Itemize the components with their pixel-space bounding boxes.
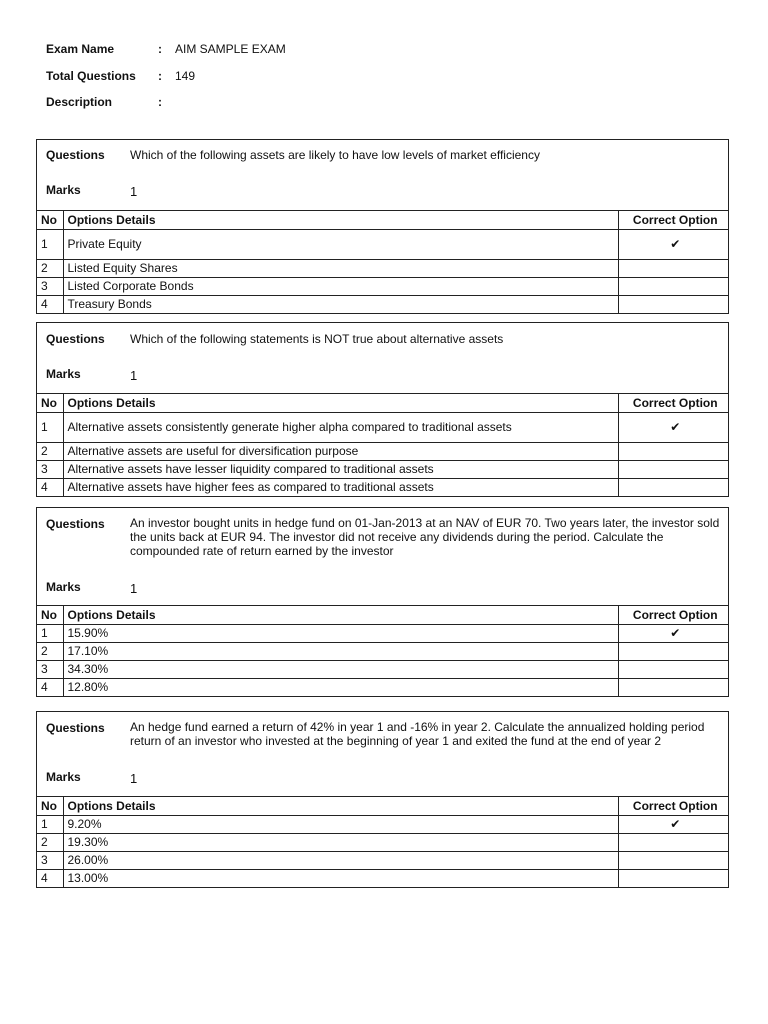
question-header [37, 712, 728, 797]
option-no: 1 [37, 230, 63, 260]
question-text: Which of the following assets are likely to have low levels of market efficiency [130, 148, 540, 162]
question-header [37, 508, 728, 606]
total-questions-value: 149 [175, 68, 196, 83]
marks-label: Marks [46, 183, 81, 197]
options-header-row [37, 797, 728, 816]
option-text: Treasury Bonds [63, 296, 618, 314]
option-no: 4 [37, 479, 63, 497]
correct-cell [618, 461, 728, 479]
option-no: 1 [37, 816, 63, 834]
option-no: 2 [37, 834, 63, 852]
correct-option-header: Correct Option [618, 606, 728, 625]
marks-value: 1 [130, 771, 138, 786]
exam-name-colon: : [158, 42, 162, 56]
marks-label: Marks [46, 580, 81, 594]
option-row [37, 661, 728, 679]
option-no: 1 [37, 625, 63, 643]
option-row [37, 625, 728, 643]
option-row [37, 413, 728, 443]
option-no: 2 [37, 643, 63, 661]
no-header: No [37, 394, 63, 413]
correct-cell [618, 679, 728, 697]
marks-label: Marks [46, 770, 81, 784]
correct-cell [618, 479, 728, 497]
option-row [37, 443, 728, 461]
marks-label: Marks [46, 367, 81, 381]
option-text: Alternative assets consistently generate higher alpha compared to traditional assets [63, 413, 618, 443]
option-text: 17.10% [63, 643, 618, 661]
question-text: Which of the following statements is NOT true about alternative assets [130, 332, 504, 346]
option-no: 2 [37, 443, 63, 461]
options-table [37, 797, 728, 887]
option-row [37, 852, 728, 870]
correct-cell [618, 643, 728, 661]
correct-option-header: Correct Option [618, 211, 728, 230]
correct-cell [618, 870, 728, 888]
question-text: An investor bought units in hedge fund on 01-Jan-2013 at an NAV of EUR 70. Two years later, the investor sold the units back at EUR 94. The investor did not receive any dividends during the period. Calculate the compounded rate of return earned by the investor [130, 516, 720, 558]
question-text: An hedge fund earned a return of 42% in year 1 and -16% in year 2. Calculate the annualized holding period return of an investor who invested at the beginning of year 1 and exited the fund at the end of year 2 [130, 720, 705, 748]
correct-cell [618, 443, 728, 461]
option-no: 3 [37, 278, 63, 296]
option-no: 1 [37, 413, 63, 443]
check-icon: ✔ [618, 816, 728, 834]
option-row [37, 230, 728, 260]
question-block-4 [36, 711, 729, 888]
options-table [37, 394, 728, 496]
option-row [37, 816, 728, 834]
exam-name-value: AIM SAMPLE EXAM [175, 42, 286, 56]
marks-value: 1 [130, 368, 138, 383]
questions-label: Questions [46, 517, 105, 531]
questions-label: Questions [46, 148, 105, 162]
options-header-row [37, 606, 728, 625]
exam-name-label: Exam Name [46, 42, 115, 56]
option-text: Alternative assets have higher fees as compared to traditional assets [63, 479, 618, 497]
option-row [37, 278, 728, 296]
option-text: Listed Equity Shares [63, 260, 618, 278]
total-questions-colon: : [158, 68, 162, 83]
option-row [37, 296, 728, 314]
option-text: 34.30% [63, 661, 618, 679]
option-no: 4 [37, 296, 63, 314]
correct-cell [618, 278, 728, 296]
option-text: Listed Corporate Bonds [63, 278, 618, 296]
option-no: 2 [37, 260, 63, 278]
option-text: Alternative assets are useful for diversification purpose [63, 443, 618, 461]
no-header: No [37, 211, 63, 230]
option-no: 3 [37, 661, 63, 679]
option-row [37, 479, 728, 497]
option-text: 26.00% [63, 852, 618, 870]
option-no: 4 [37, 870, 63, 888]
option-row [37, 260, 728, 278]
check-icon: ✔ [618, 625, 728, 643]
option-row [37, 679, 728, 697]
option-text: Private Equity [63, 230, 618, 260]
correct-cell [618, 296, 728, 314]
options-table [37, 606, 728, 696]
questions-label: Questions [46, 721, 105, 735]
check-icon: ✔ [618, 230, 728, 260]
no-header: No [37, 797, 63, 816]
option-row [37, 643, 728, 661]
option-text: 12.80% [63, 679, 618, 697]
questions-label: Questions [46, 332, 105, 346]
option-no: 3 [37, 852, 63, 870]
correct-option-header: Correct Option [618, 394, 728, 413]
question-header [37, 323, 728, 394]
option-no: 4 [37, 679, 63, 697]
correct-cell [618, 661, 728, 679]
option-row [37, 834, 728, 852]
question-block-3 [36, 507, 729, 697]
options-header-row [37, 211, 728, 230]
question-block-1 [36, 139, 729, 314]
option-text: 19.30% [63, 834, 618, 852]
options-header-row [37, 394, 728, 413]
options-details-header: Options Details [63, 394, 618, 413]
option-text: 13.00% [63, 870, 618, 888]
option-row [37, 461, 728, 479]
option-text: Alternative assets have lesser liquidity compared to traditional assets [63, 461, 618, 479]
options-details-header: Options Details [63, 797, 618, 816]
check-icon: ✔ [618, 413, 728, 443]
option-no: 3 [37, 461, 63, 479]
question-block-2 [36, 322, 729, 497]
total-questions-label: Total Questions [46, 68, 136, 83]
question-header [37, 140, 728, 211]
marks-value: 1 [130, 581, 138, 596]
correct-cell [618, 260, 728, 278]
correct-cell [618, 852, 728, 870]
description-label: Description [46, 95, 113, 109]
option-row [37, 870, 728, 888]
no-header: No [37, 606, 63, 625]
options-table [37, 211, 728, 313]
description-colon: : [158, 95, 162, 109]
correct-cell [618, 834, 728, 852]
correct-option-header: Correct Option [618, 797, 728, 816]
options-details-header: Options Details [63, 211, 618, 230]
marks-value: 1 [130, 184, 138, 199]
option-text: 9.20% [63, 816, 618, 834]
option-text: 15.90% [63, 625, 618, 643]
options-details-header: Options Details [63, 606, 618, 625]
